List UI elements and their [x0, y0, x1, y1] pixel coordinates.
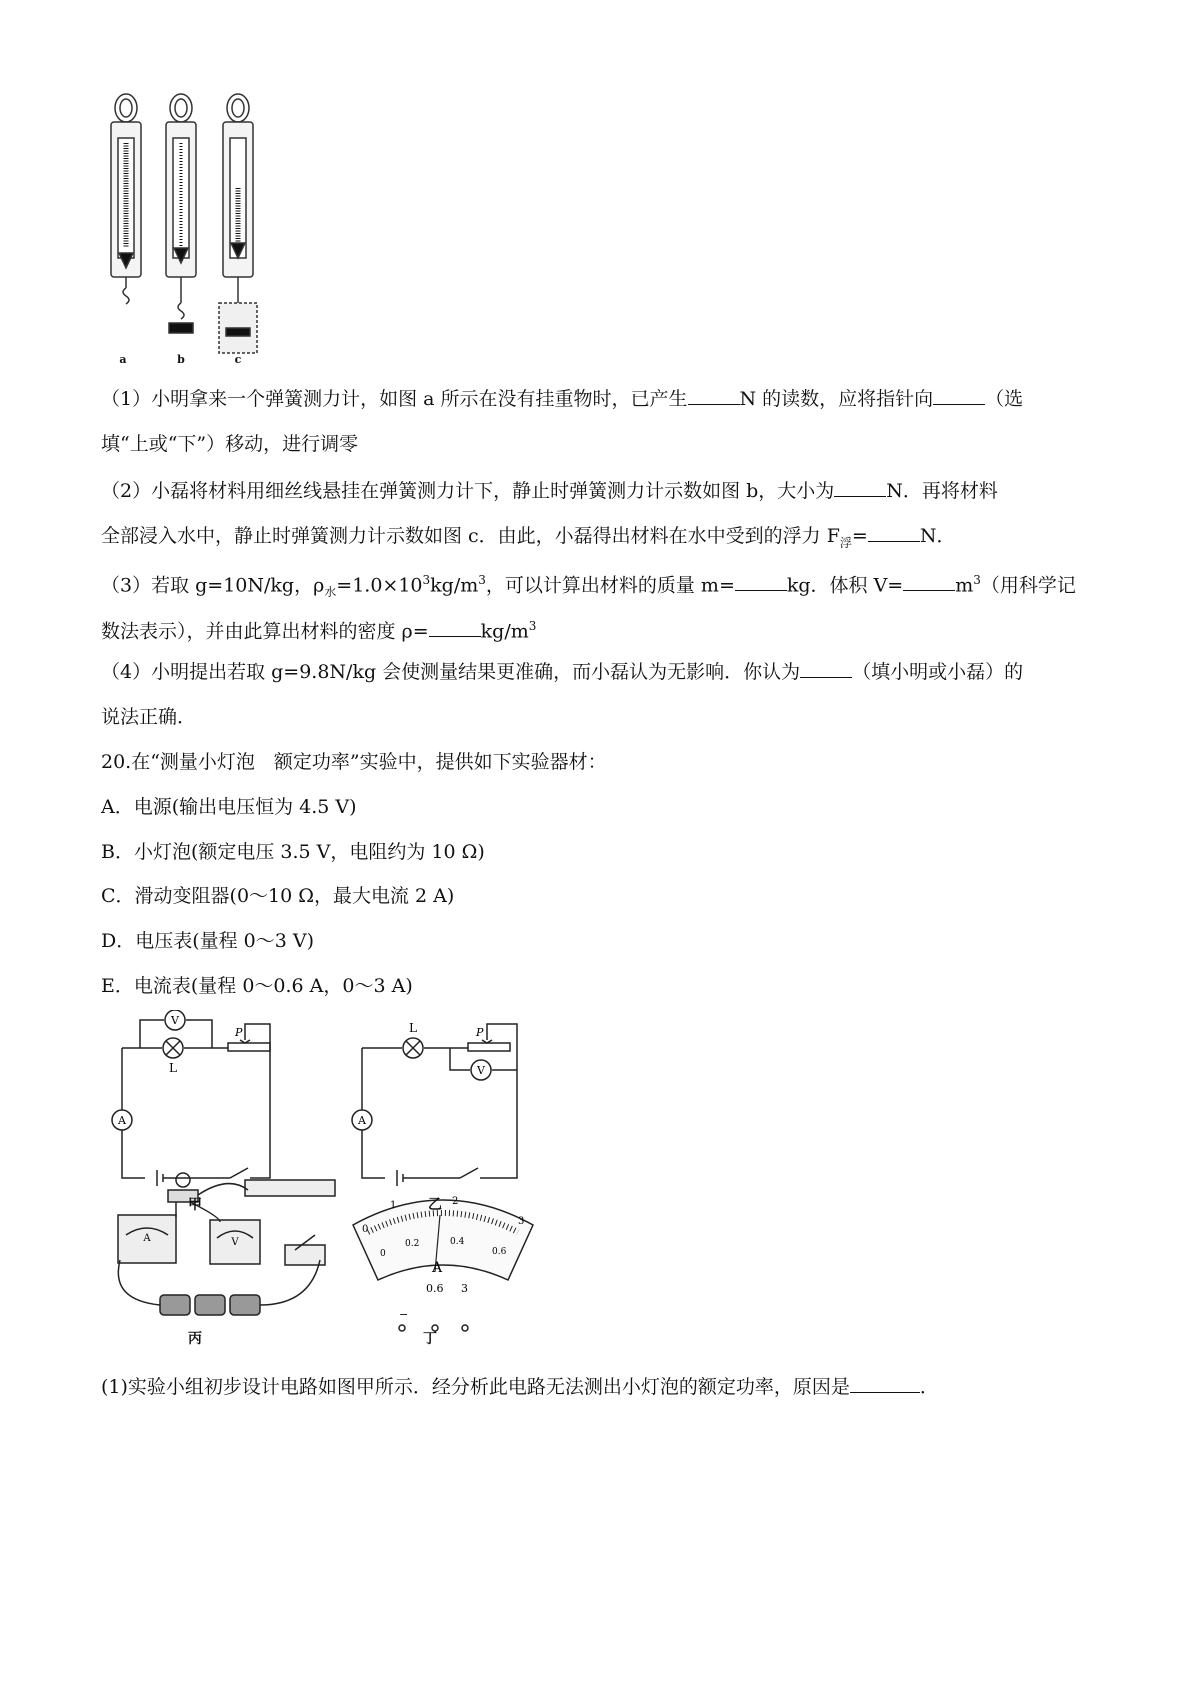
q19-part2-line1: [101, 478, 998, 503]
yi-lamp-label: L: [409, 1021, 417, 1035]
q19-p1-prefix: （1）小明拿来一个弹簧测力计，如图 a 所示在没有挂重物时，已产生: [101, 388, 688, 410]
jia-ammeter-symbol: A: [118, 1114, 126, 1127]
q19-p3-blank3: [429, 618, 481, 637]
q19-p3-mid3-exp: 3: [973, 573, 981, 587]
q20-sub1-end: ．: [919, 1376, 939, 1398]
q19-p3-rho-exp: 3: [422, 573, 431, 587]
q19-p2-blank1: [834, 478, 886, 497]
meter-unit: A: [432, 1260, 443, 1276]
scale-label-c: c: [234, 353, 242, 366]
q19-p2-float-sub: 浮: [839, 535, 852, 550]
q19-part3-line2: [101, 614, 536, 643]
meter-terminal-3: 3: [461, 1282, 468, 1295]
q19-part3-line1: [101, 568, 1076, 604]
q19-p3-rho-unit: kg/m: [430, 574, 479, 597]
jia-slider-label: P: [235, 1026, 243, 1039]
q20-option-b: B．小灯泡(额定电压 3.5 V，电阻约为 10 Ω): [101, 841, 485, 863]
jia-lamp-label: L: [169, 1061, 177, 1075]
scale-label-a: a: [119, 353, 127, 366]
jia-voltmeter-symbol: V: [171, 1014, 179, 1027]
q19-part1-line1: [101, 386, 1023, 411]
q19-p1-blank2: [933, 386, 985, 405]
figure-label-jia: 甲: [188, 1197, 202, 1213]
q20-option-c: C．滑动变阻器(0～10 Ω，最大电流 2 A): [101, 885, 455, 907]
q19-part1-line2: 填“上或“下”）移动，进行调零: [101, 433, 359, 455]
q19-p4-prefix: （4）小明提出若取 g=9.8N/kg 会使测量结果更准确，而小磊认为无影响．你认为: [101, 661, 801, 683]
bing-voltmeter-symbol: V: [231, 1237, 239, 1248]
spring-scale-a: [111, 94, 141, 304]
q19-p2-line2-end: N．: [919, 525, 956, 547]
bing-ammeter-symbol: A: [143, 1233, 151, 1244]
q19-part4-line2: 说法正确．: [101, 706, 197, 728]
meter-bottom-0: 0: [380, 1249, 386, 1259]
meter-ding: [353, 1200, 533, 1331]
q19-p3-mid4: （用科学记: [980, 574, 1076, 597]
q19-p3-mid1: ，可以计算出材料的质量 m=: [485, 574, 735, 597]
circuit-diagrams-drawing: [100, 1010, 550, 1350]
q19-p3-mid2: kg．体积 V=: [786, 574, 904, 597]
q19-p3-blank2: [903, 572, 955, 591]
q19-p2-prefix: （2）小磊将材料用细丝线悬挂在弹簧测力计下，静止时弹簧测力计示数如图 b，大小为: [101, 480, 835, 502]
meter-bottom-2: 0.4: [450, 1237, 465, 1247]
q19-p2-blank2: [868, 523, 920, 542]
figure-label-bing: 丙: [188, 1331, 202, 1347]
q19-p3-rho-eq: =1.0×10: [336, 574, 423, 597]
meter-top-3: 3: [518, 1216, 525, 1227]
q20-option-a: A．电源(输出电压恒为 4.5 V): [101, 796, 357, 818]
q20-sub1-text: (1)实验小组初步设计电路如图甲所示．经分析此电路无法测出小灯泡的额定功率，原因是: [101, 1376, 850, 1398]
q19-p2-line2-prefix: 全部浸入水中，静止时弹簧测力计示数如图 c．由此，小磊得出材料在水中受到的浮力 F: [101, 525, 840, 547]
meter-terminal-neg: −: [399, 1308, 409, 1321]
spring-scales-drawing: [101, 88, 271, 373]
yi-slider-label: P: [476, 1026, 484, 1039]
spring-scale-c: [219, 94, 257, 353]
yi-voltmeter-symbol: V: [477, 1064, 485, 1077]
q19-p3-rho-unit-exp: 3: [478, 573, 486, 587]
q20-option-d: D．电压表(量程 0～3 V): [101, 930, 315, 952]
q19-p2-eq: =: [851, 525, 868, 547]
meter-top-2: 2: [452, 1196, 459, 1207]
figure-label-ding: 丁: [423, 1331, 437, 1347]
q19-p4-blank1: [800, 659, 852, 678]
q20-sub1-blank: [850, 1374, 920, 1393]
physical-circuit-bing: [118, 1173, 335, 1315]
circuit-jia: [112, 1010, 270, 1186]
q19-p1-blank1: [688, 386, 740, 405]
q19-part4-line1: [101, 659, 1023, 684]
scale-label-b: b: [177, 353, 185, 366]
q19-p2-mid1: N．再将材料: [886, 480, 998, 502]
q19-p3-rho-sub: 水: [324, 585, 337, 600]
q19-p3-prefix: （3）若取 g=10N/kg，ρ: [101, 574, 325, 597]
circuit-yi: [352, 1024, 517, 1186]
q20-stem: 20.在“测量小灯泡 额定功率”实验中，提供如下实验器材：: [101, 751, 607, 773]
q19-p3-mid3: m: [955, 574, 974, 597]
q19-p1-mid2: （选: [985, 388, 1024, 410]
meter-bottom-1: 0.2: [405, 1239, 420, 1249]
q19-p3-line2-prefix: 数法表示），并由此算出材料的密度 ρ=: [101, 620, 429, 643]
yi-ammeter-symbol: A: [358, 1114, 366, 1127]
figure-label-yi: 乙: [428, 1197, 442, 1213]
q19-p3-line2-unit-exp: 3: [528, 619, 537, 633]
meter-terminal-06: 0.6: [426, 1282, 444, 1295]
q20-option-e: E．电流表(量程 0～0.6 A，0～3 A): [101, 975, 413, 997]
meter-top-1: 1: [390, 1200, 397, 1211]
q19-p4-mid1: （填小明或小磊）的: [852, 661, 1024, 683]
q19-p1-mid1: N 的读数，应将指针向: [739, 388, 934, 410]
meter-bottom-3: 0.6: [492, 1247, 507, 1257]
q20-sub1: [101, 1374, 939, 1399]
circuit-diagrams-figure: [100, 1010, 550, 1350]
q19-part2-line2: [101, 523, 955, 555]
q19-p3-blank1: [735, 572, 787, 591]
spring-scale-b: [166, 94, 196, 333]
q19-p3-line2-unit: kg/m: [480, 620, 529, 643]
meter-top-0: 0: [362, 1224, 369, 1235]
spring-scales-figure: [101, 88, 271, 373]
